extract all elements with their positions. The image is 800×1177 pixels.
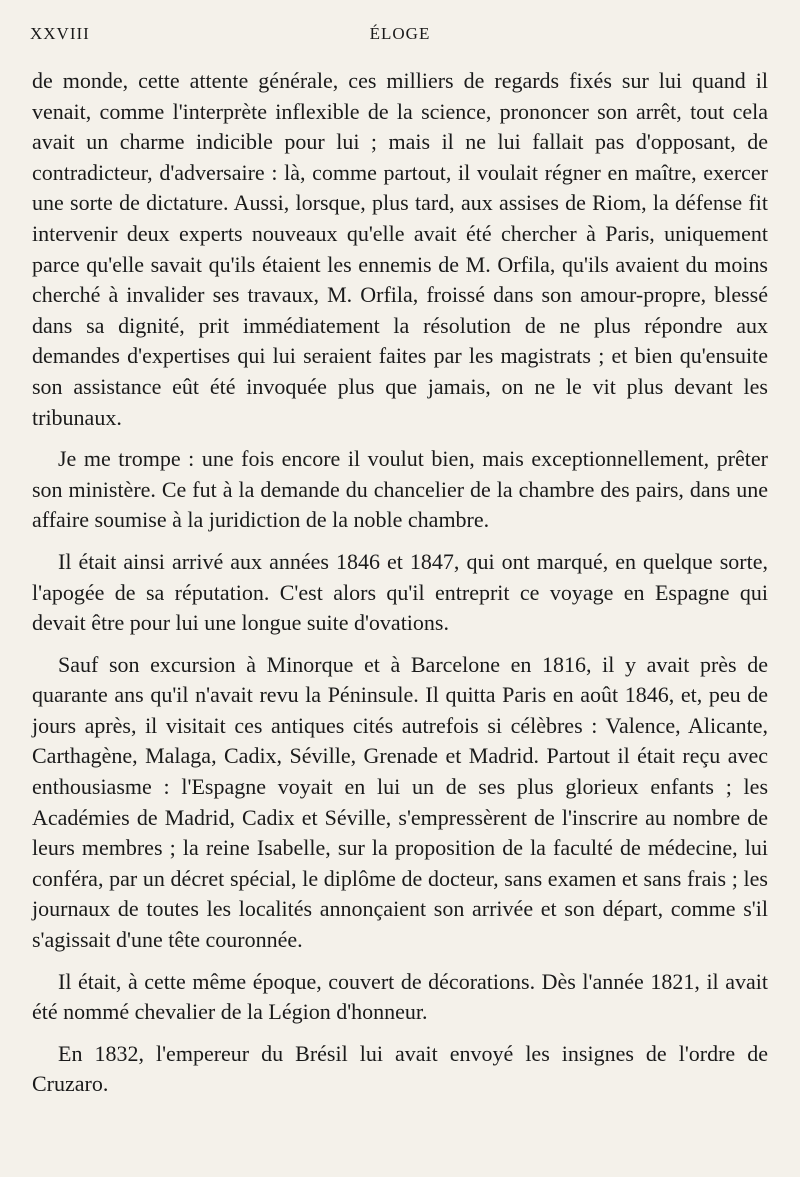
- paragraph: Sauf son excursion à Minorque et à Barcelone en 1816, il y avait près de quarante ans qu'il n'avait revu la Péninsule. Il quitta Paris en août 1846, et, peu de jours après, il visitait ces antiques cités autrefois si célèbres : Valence, Alicante, Carthagène, Malaga, Cadix, Séville, Grenade et Madrid. Partout il était reçu avec enthousiasme : l'Espagne voyait en lui un de ses plus glorieux enfants ; les Académies de Madrid, Cadix et Séville, s'empressèrent de l'inscrire au nombre de leurs membres ; la reine Isabelle, sur la proposition de la faculté de médecine, lui conféra, par un décret spécial, le diplôme de docteur, sans examen et sans frais ; les journaux de toutes les localités annonçaient son arrivée et son départ, comme s'il s'agissait d'une tête couronnée.: [32, 651, 768, 953]
- paragraph: de monde, cette attente générale, ces milliers de regards fixés sur lui quand il venait, comme l'interprète inflexible de la science, prononcer son arrêt, tout cela avait un charme indicible pour lui ; mais il ne lui fallait pas d'opposant, de contradicteur, d'adversaire : là, comme partout, il voulait régner en maître, exercer une sorte de dictature. Aussi, lorsque, plus tard, aux assises de Riom, la défense fit intervenir deux experts nouveaux qu'elle avait été chercher à Paris, uniquement parce qu'elle savait qu'ils étaient les ennemis de M. Orfila, qu'ils avaient du moins cherché à invalider ses travaux, M. Orfila, froissé dans son amour-propre, blessé dans sa dignité, prit immédiatement la résolution de ne plus répondre aux demandes d'expertises qui lui seraient faites par les magistrats ; et bien qu'ensuite son assistance eût été invoquée plus que jamais, on ne le vit plus devant les tribunaux.: [32, 68, 768, 430]
- paragraph: Je me trompe : une fois encore il voulut bien, mais exceptionnellement, prêter son ministère. Ce fut à la demande du chancelier de la chambre des pairs, dans une affaire soumise à la juridiction de la noble chambre.: [32, 446, 768, 533]
- page-header: [30, 24, 770, 50]
- paragraph: En 1832, l'empereur du Brésil lui avait envoyé les insignes de l'ordre de Cruzaro.: [32, 1040, 768, 1097]
- paragraph: Il était ainsi arrivé aux années 1846 et 1847, qui ont marqué, en quelque sorte, l'apogée de sa réputation. C'est alors qu'il entreprit ce voyage en Espagne qui devait être pour lui une longue suite d'ovations.: [32, 548, 768, 636]
- paragraph: Il était, à cette même époque, couvert de décorations. Dès l'année 1821, il avait été nommé chevalier de la Légion d'honneur.: [32, 968, 768, 1025]
- running-title: ÉLOGE: [369, 24, 431, 43]
- body-text: [32, 66, 768, 1111]
- page-number: XXVIII: [30, 24, 90, 43]
